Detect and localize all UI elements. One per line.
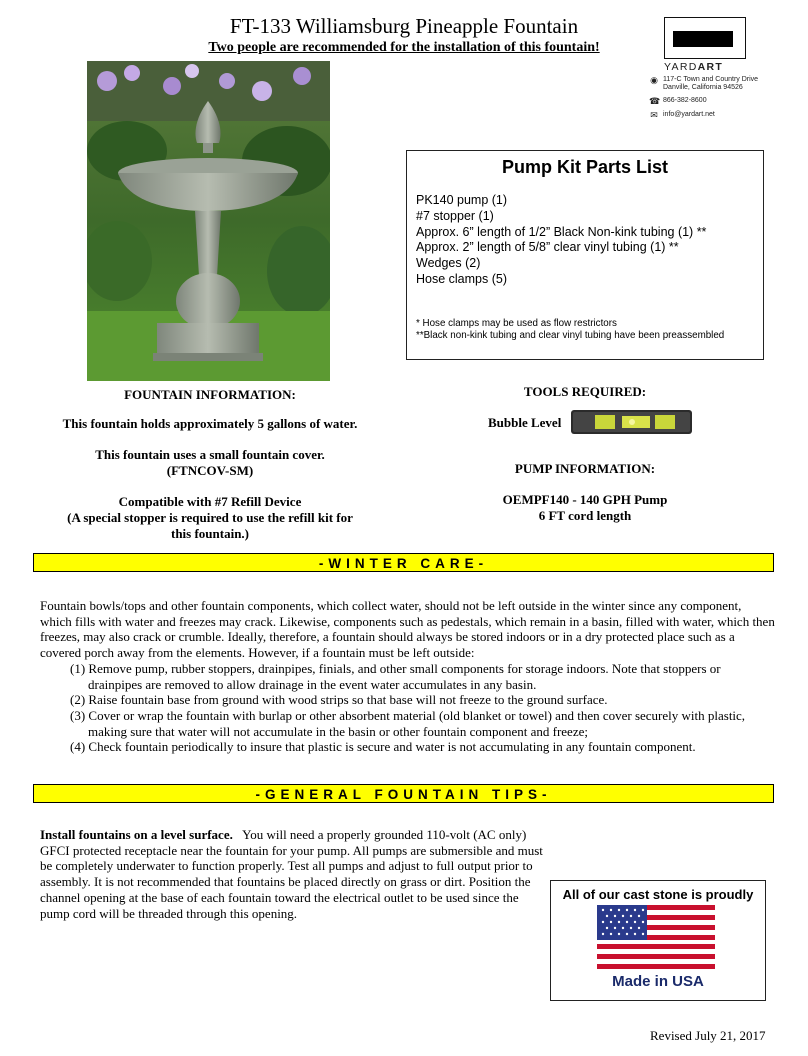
bubble-level-label: Bubble Level xyxy=(488,415,562,430)
tips-lead: Install fountains on a level surface. xyxy=(40,827,233,842)
general-tips-banner: -GENERAL FOUNTAIN TIPS- xyxy=(33,784,774,803)
address-line-1: 117-C Town and Country Drive xyxy=(663,76,759,83)
page-subtitle: Two people are recommended for the installation of this fountain! xyxy=(208,40,600,55)
location-pin-icon: ◉ xyxy=(650,75,658,85)
fountain-photo xyxy=(87,61,330,381)
pump-kit-item: Hose clamps (5) xyxy=(416,271,507,286)
page-title: FT-133 Williamsburg Pineapple Fountain xyxy=(229,14,579,38)
email-address: info@yardart.net xyxy=(663,111,715,118)
envelope-icon: ✉ xyxy=(650,110,658,120)
winter-care-step: (2) Raise fountain base from ground with wood strips so that base will not freeze to the ground surface. xyxy=(70,692,608,708)
usa-badge-top: All of our cast stone is proudly xyxy=(562,887,754,902)
pump-kit-parts-box xyxy=(406,150,764,360)
phone-icon: ☎ xyxy=(649,96,661,106)
winter-care-step: (1) Remove pump, rubber stoppers, drainpipes, finials, and other small components for storage indoors. Note that stoppers or drainpipes are removed to allow drainage in the event water accumulates in any basin. xyxy=(70,660,721,692)
revision-date: Revised July 21, 2017 xyxy=(650,1028,766,1043)
yardart-logo-mark xyxy=(664,17,746,59)
fountain-info-heading: FOUNTAIN INFORMATION: xyxy=(124,387,296,402)
pump-kit-note: **Black non-kink tubing and clear vinyl tubing have been preassembled xyxy=(416,330,725,342)
usa-badge-bottom: Made in USA xyxy=(612,973,704,990)
address-line-2: Danville, California 94526 xyxy=(663,84,743,91)
winter-care-text xyxy=(40,598,775,755)
tips-body: You will need a properly grounded 110-volt (AC only) GFCI protected receptacle near the fountain for your pump. All pumps are submersible and must be completely underwater to function properly. Test all pumps and adjust to full output prior to assembly. It is not recommended that fountains be placed directly on grass or dirt. Position the channel opening at the base of each fountain toward the electrical outlet to be used since the pump cord will be threaded through this opening. xyxy=(40,827,543,921)
phone-number: 866-382-8600 xyxy=(663,97,707,104)
pump-kit-item: Approx. 2” length of 5/8” clear vinyl tubing (1) ** xyxy=(416,240,679,255)
winter-care-banner: -WINTER CARE- xyxy=(33,553,774,572)
bubble-level-icon xyxy=(570,408,693,436)
refill-device-info: Compatible with #7 Refill Device (A special stopper is required to use the refill kit for this fountain.) xyxy=(67,494,353,541)
pump-info-details: OEMPF140 - 140 GPH Pump 6 FT cord length xyxy=(502,492,668,523)
pump-kit-item: PK140 pump (1) xyxy=(416,193,508,207)
pump-kit-item: Approx. 6” length of 1/2” Black Non-kink tubing (1) ** xyxy=(416,224,707,239)
winter-care-step: (3) Cover or wrap the fountain with burlap or other absorbent material (old blanket or towel) and then cover securely with plastic, making sure that water will not accumulate in the basin or other fountain component and freeze; xyxy=(70,707,746,739)
us-flag-icon xyxy=(597,905,715,974)
pump-kit-item: #7 stopper (1) xyxy=(416,208,494,223)
tools-heading: TOOLS REQUIRED: xyxy=(523,384,647,399)
winter-care-intro: Fountain bowls/tops and other fountain components, which collect water, should not be left outside in the winter since any component, which fills with water and freezes may crack. Likewise, components such as pedestals, which remain in a basin, filled with water, which then freezes, may also crack or crumble. Ideally, therefore, a fountain should always be stored indoors or in a dry protected place such as a covered porch away from the elements. However, if a fountain must be left outside: xyxy=(40,598,775,661)
yardart-wordmark: YARDART xyxy=(664,61,724,73)
pump-kit-item: Wedges (2) xyxy=(416,256,481,271)
pump-kit-title: Pump Kit Parts List xyxy=(501,157,669,177)
made-in-usa-badge xyxy=(550,880,766,1001)
pump-info-heading: PUMP INFORMATION: xyxy=(514,461,656,476)
winter-care-step: (4) Check fountain periodically to insure that plastic is secure and water is not accumulating in any fountain component. xyxy=(70,739,696,755)
pump-kit-note: * Hose clamps may be used as flow restrictors xyxy=(416,318,617,329)
fountain-cover-info: This fountain uses a small fountain cover. (FTNCOV-SM) xyxy=(95,447,325,478)
fountain-capacity: This fountain holds approximately 5 gallons of water. xyxy=(62,416,358,431)
